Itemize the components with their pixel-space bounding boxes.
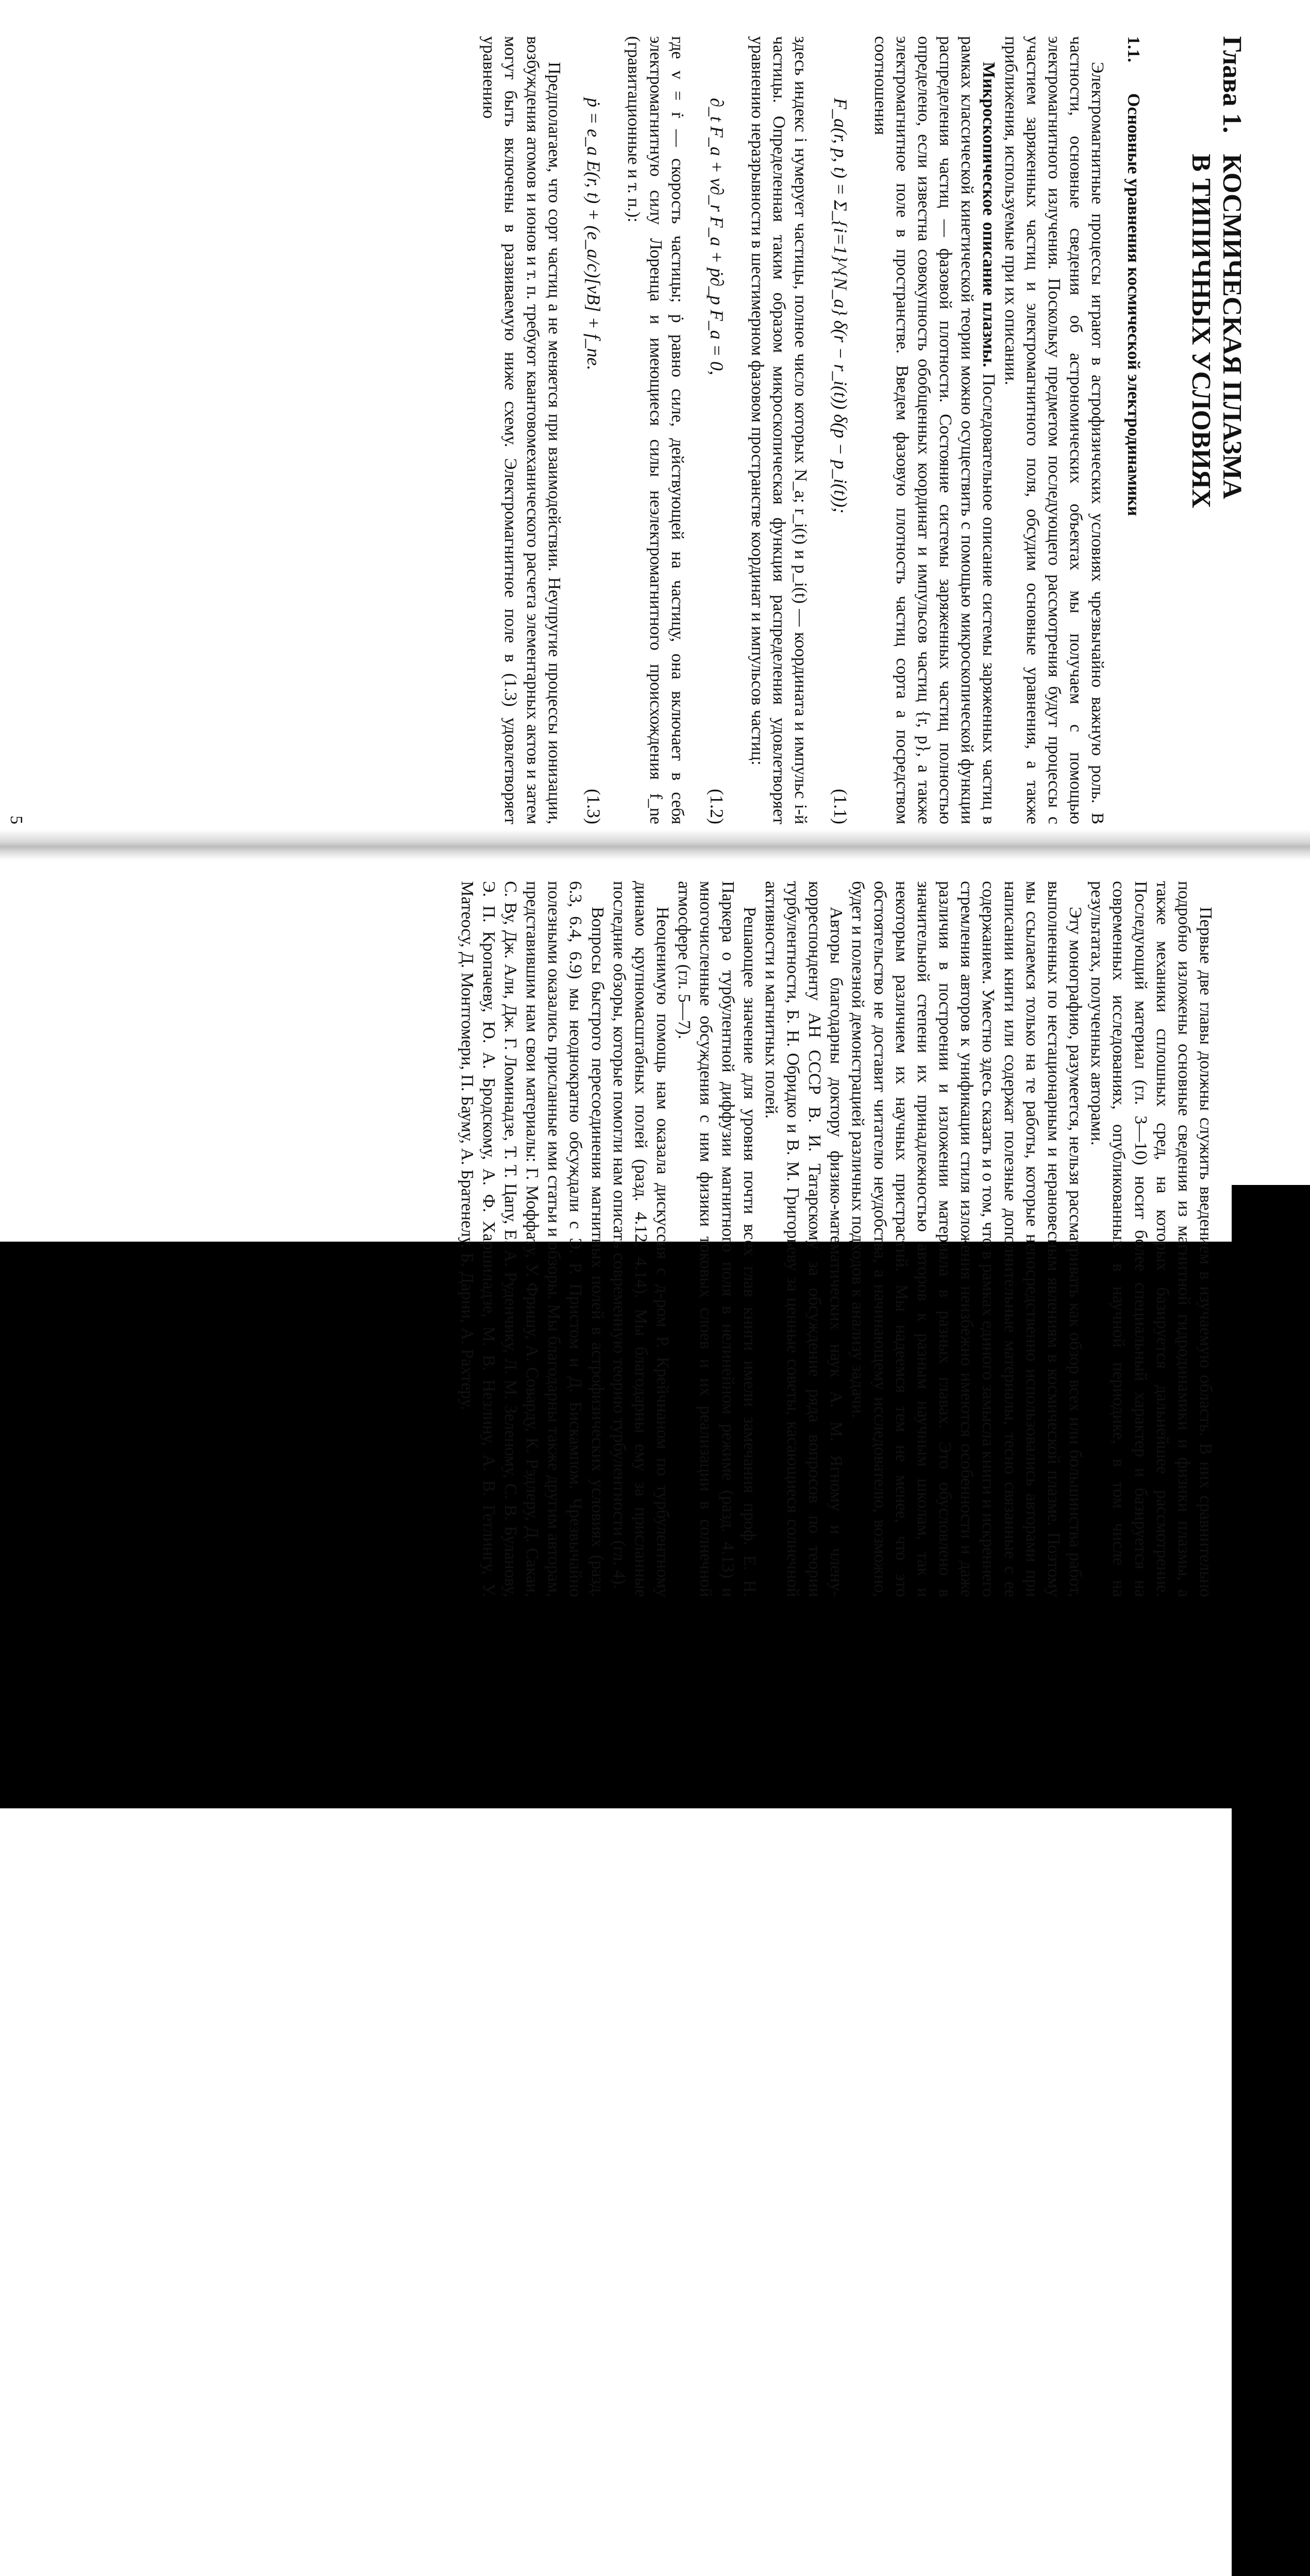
- scanner-black-edge: [1232, 1185, 1310, 2576]
- chapter-title-line1: КОСМИЧЕСКАЯ ПЛАЗМА: [1217, 154, 1247, 499]
- paragraph: Вопросы быстрого пересоединения магнитных полей в астрофизических условиях (разд. 6.3, 6.4, 6.9) мы неоднократно обсуждали с Э. Р. Пристом и Д. Бискампом. Чрезвычайно полезными оказались присланные ими статьи и обзоры. Мы благодарны также другим авторам, представившим нам свои материалы: Г. Моффату, У. Фришу, А. Соварду, К. Рэдлеру, Д. Сакаи, С. Ву, Дж. Али, Дж. Г. Ломинадзе, Т. Т. Цапу, Е. А. Руденчику, Л. М. Зеленому, С. В. Буланову, Э. П. Кропачеву, Ю. А. Бродскому, А. Ф. Харшиладзе, М. В. Незлину, А. В. Гетлингу, У. Матеосу, Д. Монтгомери, П. Бауму, А. Братенелу, Б. Дарни, А. Рахтеру.: [457, 881, 607, 1597]
- equation-body: ṗ = e_a E(r, t) + (e_a/c)[vB] + f_ne.: [583, 98, 604, 370]
- paragraph: [869, 36, 1000, 824]
- paragraph: Первые две главы должны служить введением в изучаемую область. В них сравнительно подробно изложены основные сведения из магнитной гидродинамики и физики плазмы, а также механики сплошных сред, на которых базируется дальнейшее рассмотрение. Последующий материал (гл. 3—10) носит более специальный характер и базируется на современных исследованиях, опубликованных в научной периодике, в том числе на результатах, полученных авторами.: [1087, 881, 1215, 1597]
- paragraph: Эту монографию, разумеется, нельзя рассматривать как обзор всех или большинства работ, выполненных по нестационарным и нерановесным явлениям в космической плазме. Поэтому мы ссылаемся только на те работы, которые непосредственно использовались авторами при написании книги или содержат полезные дополнительные материалы, тесно связанные с ее содержанием. Уместно здесь сказать и о том, что в рамках единого замысла книги и искреннего стремления авторов к унификации стиля изложения неизбежно имеются особенности и даже различия в построении и изложении материала в разных главах. Это обусловлено в значительной степени их принадлежностью авторов к разным научным школам, так и некоторым различием их научных пристрастий. Мы надеемся тем не менее, что это обстоятельство не доставит читателю неудобства, а начинающему исследователю, возможно, будет и полезной демонстрацией различных подходов к анализу задачи.: [848, 881, 1085, 1597]
- equation-number: (1.1): [830, 789, 851, 824]
- chapter-number: Глава 1.: [1217, 36, 1247, 133]
- page-chapter-1: [7, 36, 1247, 825]
- book-spine-shadow: [0, 829, 1310, 860]
- equation-1-3: [582, 98, 606, 824]
- chapter-title: [1185, 154, 1247, 508]
- section-number: 1.1.: [1124, 36, 1144, 62]
- paragraph: Решающее значение для уровня почти всех глав книги имели замечания проф. Е. Н. Паркера о турбулентной диффузии магнитного поля в нелинейном режиме (разд. 4.13) и многочисленные обсуждения с ним физики токовых слоев и их реализации в солнечной атмосфере (гл. 5—7).: [675, 881, 759, 1597]
- paragraph: Авторы благодарны доктору физико-математических наук А. М. Ягному и члену-корреспонденту АН СССР В. И. Татарскому за обсуждение ряда вопросов по теории турбулентности, Б. Н. Обридко и В. М. Григорьеву за ценные советы, касающиеся солнечной активности и магнитных полей.: [761, 881, 846, 1597]
- paragraph: Электромагнитные процессы играют в астрофизических условиях чрезвычайно важную роль. В частности, основные сведения об астрономических объектах мы получаем с помощью электромагнитного излучения. Поскольку предметом последующего рассмотрения будут процессы с участием заряженных частиц и электромагнитного поля, обсудим основные уравнения, а также приближения, используемые при их описании.: [1001, 36, 1107, 824]
- paragraph: Неоценимую помощь нам оказала дискуссия с д-ром Р. Крейчнаном по турбулентному динамо крупномасштабных полей (разд. 4.12, 4.14). Мы благодарны ему за присланные последние обзоры, которые помогли нам описать современную теорию турбулентности (гл. 4).: [609, 881, 673, 1597]
- paragraph-body: Последовательное описание системы заряженных частиц в рамках классической кинетической теории можно осуществить с помощью микроскопической функции распределения частиц — фазовой плотности. Состояние системы заряженных частиц полностью определено, если известна совокупность обобщенных координат и импульсов частиц {r, p}, а также электромагнитное поле в пространстве. Введем фазовую плотность частиц сорта a посредством соотношения: [870, 36, 999, 825]
- section-heading: [1122, 36, 1144, 824]
- page-preface: [31, 881, 1216, 1597]
- paragraph: Предполагаем, что сорт частиц a не меняется при взаимодействии. Неупругие процессы ионизации, возбуждения атомов и ионов и т. п. требуют квантовомеханического расчета элементарных актов и затем могут быть включены в развиваемую ниже схему. Электромагнитное поле в (1.3) удовлетворяет уравнению: [479, 36, 564, 824]
- equation-1-2: [706, 98, 729, 824]
- chapter-title-line2: В ТИПИЧНЫХ УСЛОВИЯХ: [1186, 154, 1216, 509]
- paragraph: здесь индекс i нумерует частицы, полное число которых N_a; r_i(t) и p_i(t) — координата и импульс i-й частицы. Определенная таким образом микроскопическая функция распределения удовлетворяет уравнению неразрывности в шестимерном фазовом пространстве координат и импульсов частиц:: [747, 36, 810, 824]
- page-number: 5: [7, 816, 26, 824]
- equation-body: ∂_t F_a + v∂_r F_a + ṗ∂_p F_a = 0,: [707, 98, 728, 376]
- equation-number: (1.3): [583, 789, 604, 824]
- section-title: Основные уравнения космической электродинамики: [1124, 93, 1144, 516]
- paragraph: где v = ṙ — скорость частицы; ṗ равно силе, действующей на частицу, она включает в себя электромагнитную силу Лоренца и имеющиеся силы неэлектромагнитного происхождения f_ne (гравитационные и т. п.):: [624, 36, 687, 824]
- equation-body: F_a(r, p, t) = Σ_{i=1}^{N_a} δ(r − r_i(t)) δ(p − p_i(t));: [830, 98, 851, 514]
- equation-number: (1.2): [707, 789, 728, 824]
- chapter-heading: [1185, 36, 1247, 824]
- paragraph-lead: Микроскопическое описание плазмы.: [979, 62, 999, 367]
- equation-1-1: [829, 98, 852, 824]
